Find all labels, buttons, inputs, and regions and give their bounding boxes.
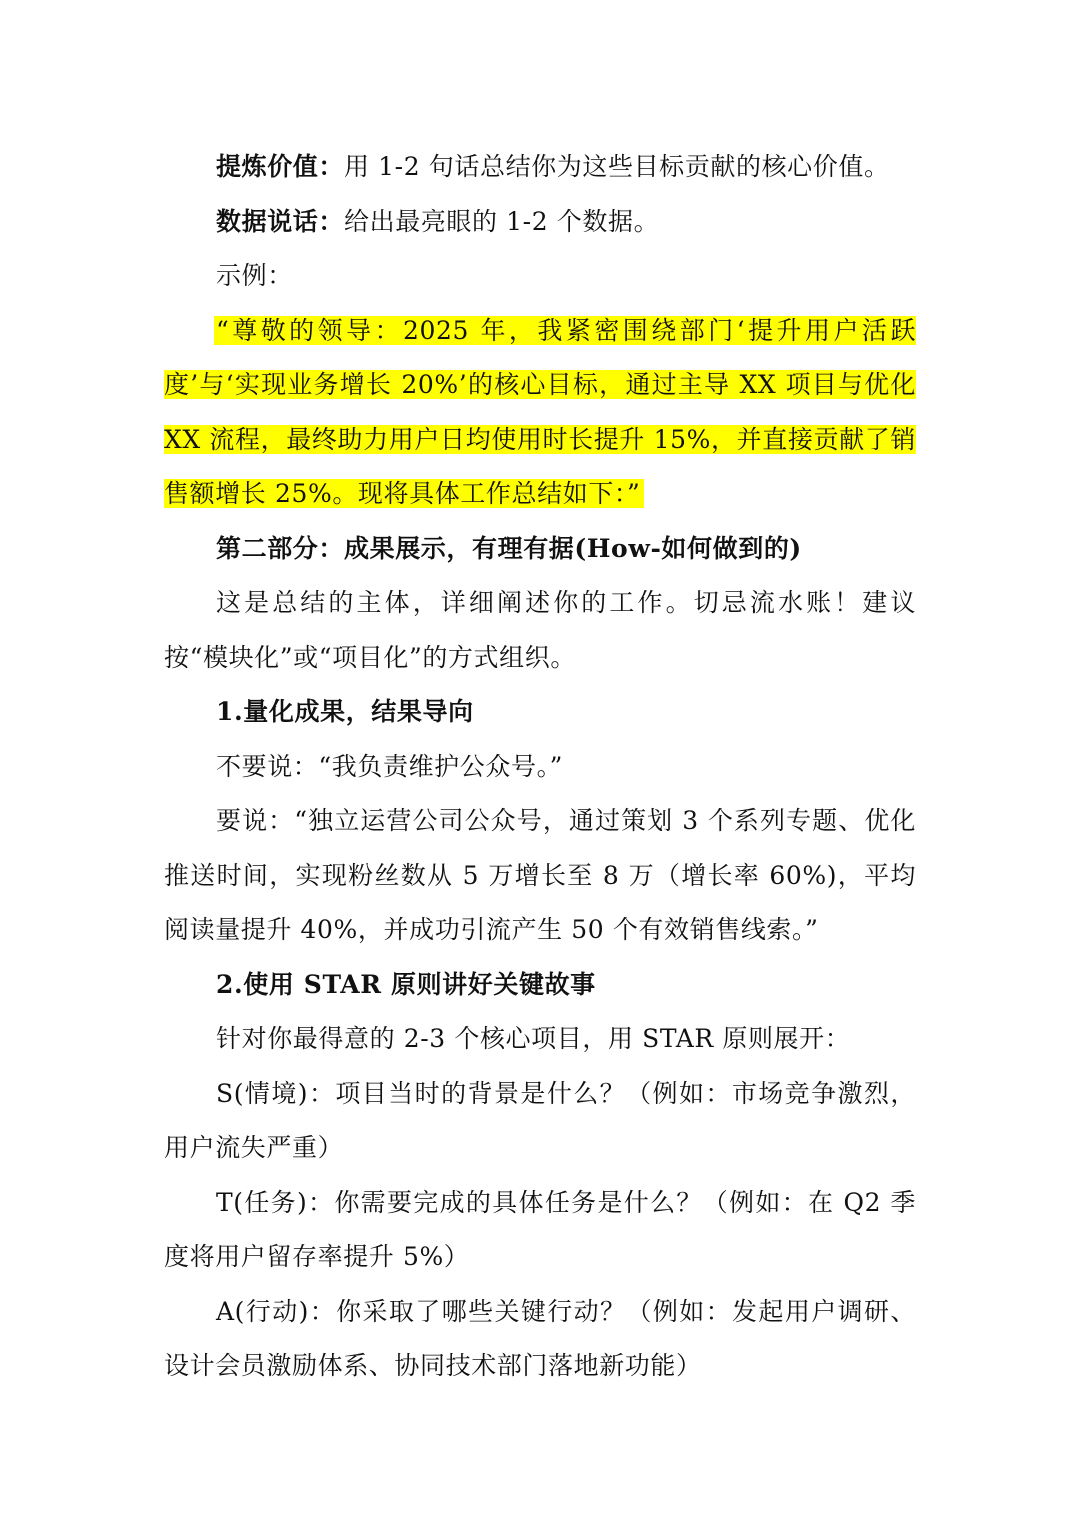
section-heading-2: 2.使用 STAR 原则讲好关键故事 xyxy=(216,969,596,999)
lead-refine-value: 提炼价值： xyxy=(216,152,345,181)
do-say-paragraph: 要说：“独立运营公司公众号，通过策划 3 个系列专题、优化推送时间，实现粉丝数从 5 万增长至 8 万（增长率 60%)，平均阅读量提升 40%，并成功引流产生 50 个有效销售线索。” xyxy=(164,806,916,944)
text-data-speaks: 给出最亮眼的 1-2 个数据。 xyxy=(344,206,660,236)
document-body xyxy=(164,140,916,1394)
lead-data-speaks: 数据说话： xyxy=(216,206,345,236)
dont-say-paragraph: 不要说：“我负责维护公众号。” xyxy=(216,751,564,781)
example-quote-paragraph xyxy=(164,304,916,522)
star-action: A(行动)：你采取了哪些关键行动？（例如：发起用户调研、设计会员激励体系、协同技术部门落地新功能） xyxy=(164,1296,916,1380)
example-label: 示例： xyxy=(216,261,293,290)
paragraph-refine-value xyxy=(164,140,916,195)
star-task: T(任务)：你需要完成的具体任务是什么？（例如：在 Q2 季度将用户留存率提升 5%） xyxy=(164,1187,916,1271)
text-refine-value: 用 1-2 句话总结你为这些目标贡献的核心价值。 xyxy=(344,152,890,181)
paragraph-data-speaks xyxy=(164,195,916,250)
highlighted-example-quote: “尊敬的领导：2025 年，我紧密围绕部门‘提升用户活跃度’与‘实现业务增长 20%’的核心目标，通过主导 XX 项目与优化 XX 流程，最终助力用户日均使用时长提升 15%，并直接贡献了销售额增长 25%。现将具体工作总结如下：” xyxy=(164,315,916,508)
star-intro: 针对你最得意的 2-3 个核心项目，用 STAR 原则展开： xyxy=(216,1024,851,1053)
star-situation: S(情境)：项目当时的背景是什么？（例如：市场竞争激烈，用户流失严重） xyxy=(164,1078,916,1162)
part2-intro: 这是总结的主体，详细阐述你的工作。切忌流水账！建议按“模块化”或“项目化”的方式组织。 xyxy=(164,588,916,672)
part2-heading: 第二部分：成果展示，有理有据(How-如何做到的) xyxy=(216,533,802,563)
section-heading-1: 1.量化成果，结果导向 xyxy=(216,697,474,726)
